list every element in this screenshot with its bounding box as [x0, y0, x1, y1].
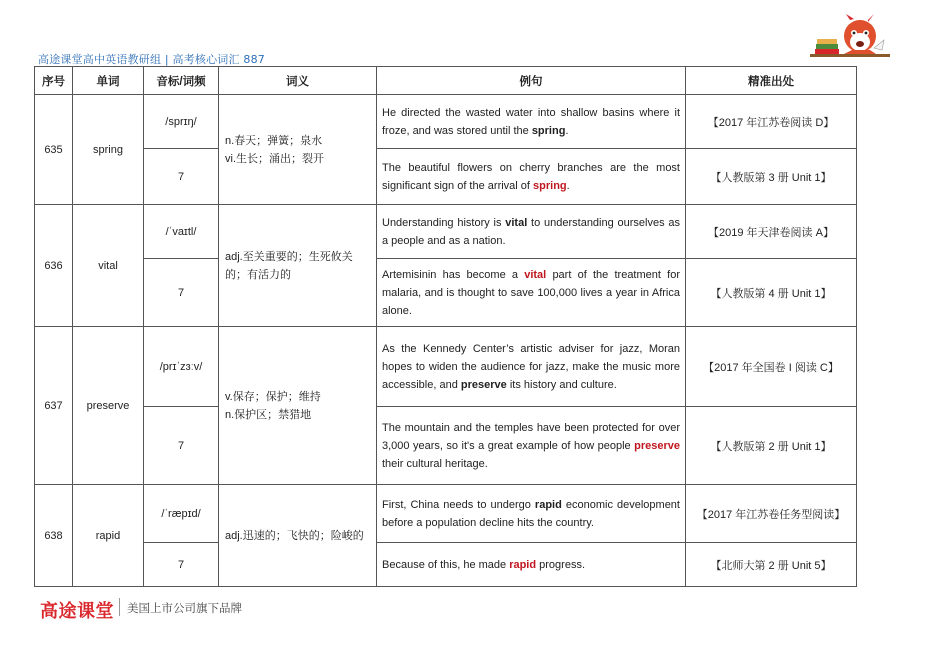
entry-meaning — [219, 205, 377, 327]
table-row — [35, 259, 857, 327]
entry-meaning — [219, 95, 377, 205]
table-row — [35, 485, 857, 543]
example-sentence: The mountain and the temples have been protected for over 3,000 years, so it's a great example of how people preserve their cultural heritage. — [377, 407, 686, 485]
table-row — [35, 543, 857, 587]
table-header-row — [35, 67, 857, 95]
meaning-line: n.春天；弹簧；泉水 — [225, 134, 323, 147]
table-row — [35, 327, 857, 407]
keyword: spring — [531, 124, 566, 137]
keyword-highlight: vital — [524, 268, 547, 281]
entry-meaning — [219, 327, 377, 485]
page-header-title: 高途课堂高中英语教研组 | 高考核心词汇 887 — [38, 53, 265, 66]
example-sentence: Because of this, he made rapid progress. — [377, 543, 686, 587]
example-sentence: He directed the wasted water into shallow basins where it froze, and was stored until the spring. — [377, 95, 686, 149]
example-sentence: The beautiful flowers on cherry branches are the most significant sign of the arrival of spring. — [377, 149, 686, 205]
example-sentence: First, China needs to undergo rapid economic development before a population decline hits the country. — [377, 485, 686, 543]
keyword-highlight: rapid — [509, 558, 537, 571]
entry-phonetic: /ˈvaɪtl/ — [144, 205, 219, 259]
keyword-highlight: preserve — [634, 439, 680, 452]
example-source: 【2019 年天津卷阅读 A】 — [686, 205, 857, 259]
example-source: 【人教版第 2 册 Unit 1】 — [686, 407, 857, 485]
meaning-line: n.保护区；禁猎地 — [225, 408, 312, 421]
example-source: 【2017 年江苏卷任务型阅读】 — [686, 485, 857, 543]
example-sentence: Artemisinin has become a vital part of the treatment for malaria, and is thought to save 100,000 lives a year in Africa alone. — [377, 259, 686, 327]
entry-number: 635 — [35, 95, 73, 205]
entry-phonetic: /prɪˈzɜːv/ — [144, 327, 219, 407]
table-row — [35, 149, 857, 205]
column-header-phonetic: 音标/词频 — [144, 67, 219, 95]
entry-number: 638 — [35, 485, 73, 587]
entry-meaning — [219, 485, 377, 587]
keyword: rapid — [534, 498, 562, 511]
keyword: vital — [505, 216, 528, 229]
column-header-source: 精准出处 — [686, 67, 857, 95]
entry-frequency: 7 — [144, 407, 219, 485]
entry-word: spring — [73, 95, 144, 205]
meaning-line: adj.至关重要的；生死攸关的；有活力的 — [225, 250, 353, 281]
entry-number: 636 — [35, 205, 73, 327]
entry-frequency: 7 — [144, 259, 219, 327]
entry-number: 637 — [35, 327, 73, 485]
entry-frequency: 7 — [144, 149, 219, 205]
column-header-word: 单词 — [73, 67, 144, 95]
example-sentence: Understanding history is vital to understanding ourselves as a people and as a nation. — [377, 205, 686, 259]
example-source: 【北师大第 2 册 Unit 5】 — [686, 543, 857, 587]
meaning-line: adj.迅速的；飞快的；险峻的 — [225, 529, 364, 542]
example-source: 【人教版第 4 册 Unit 1】 — [686, 259, 857, 327]
table-row — [35, 205, 857, 259]
example-source: 【2017 年江苏卷阅读 D】 — [686, 95, 857, 149]
footer-brand-logo: 高途课堂 — [40, 601, 114, 622]
vocabulary-table — [34, 66, 857, 587]
keyword: preserve — [460, 378, 507, 391]
entry-word: preserve — [73, 327, 144, 485]
meaning-line: v.保存；保护；维持 — [225, 390, 321, 403]
table-row — [35, 407, 857, 485]
table-row — [35, 95, 857, 149]
fox-mascot-with-books-icon — [810, 14, 890, 70]
column-header-example: 例句 — [377, 67, 686, 95]
example-sentence: As the Kennedy Center’s artistic adviser for jazz, Moran hopes to widen the audience for jazz, make the music more accessible, and preserve its history and culture. — [377, 327, 686, 407]
entry-word: rapid — [73, 485, 144, 587]
meaning-line: vi.生长；涌出；裂开 — [225, 152, 324, 165]
column-header-number: 序号 — [35, 67, 73, 95]
footer-tagline: 美国上市公司旗下品牌 — [127, 601, 242, 615]
entry-word: vital — [73, 205, 144, 327]
entry-frequency: 7 — [144, 543, 219, 587]
keyword-highlight: spring — [533, 179, 567, 192]
footer-divider — [119, 598, 120, 616]
entry-phonetic: /sprɪŋ/ — [144, 95, 219, 149]
entry-phonetic: /ˈræpɪd/ — [144, 485, 219, 543]
example-source: 【人教版第 3 册 Unit 1】 — [686, 149, 857, 205]
column-header-meaning: 词义 — [219, 67, 377, 95]
example-source: 【2017 年全国卷 I 阅读 C】 — [686, 327, 857, 407]
